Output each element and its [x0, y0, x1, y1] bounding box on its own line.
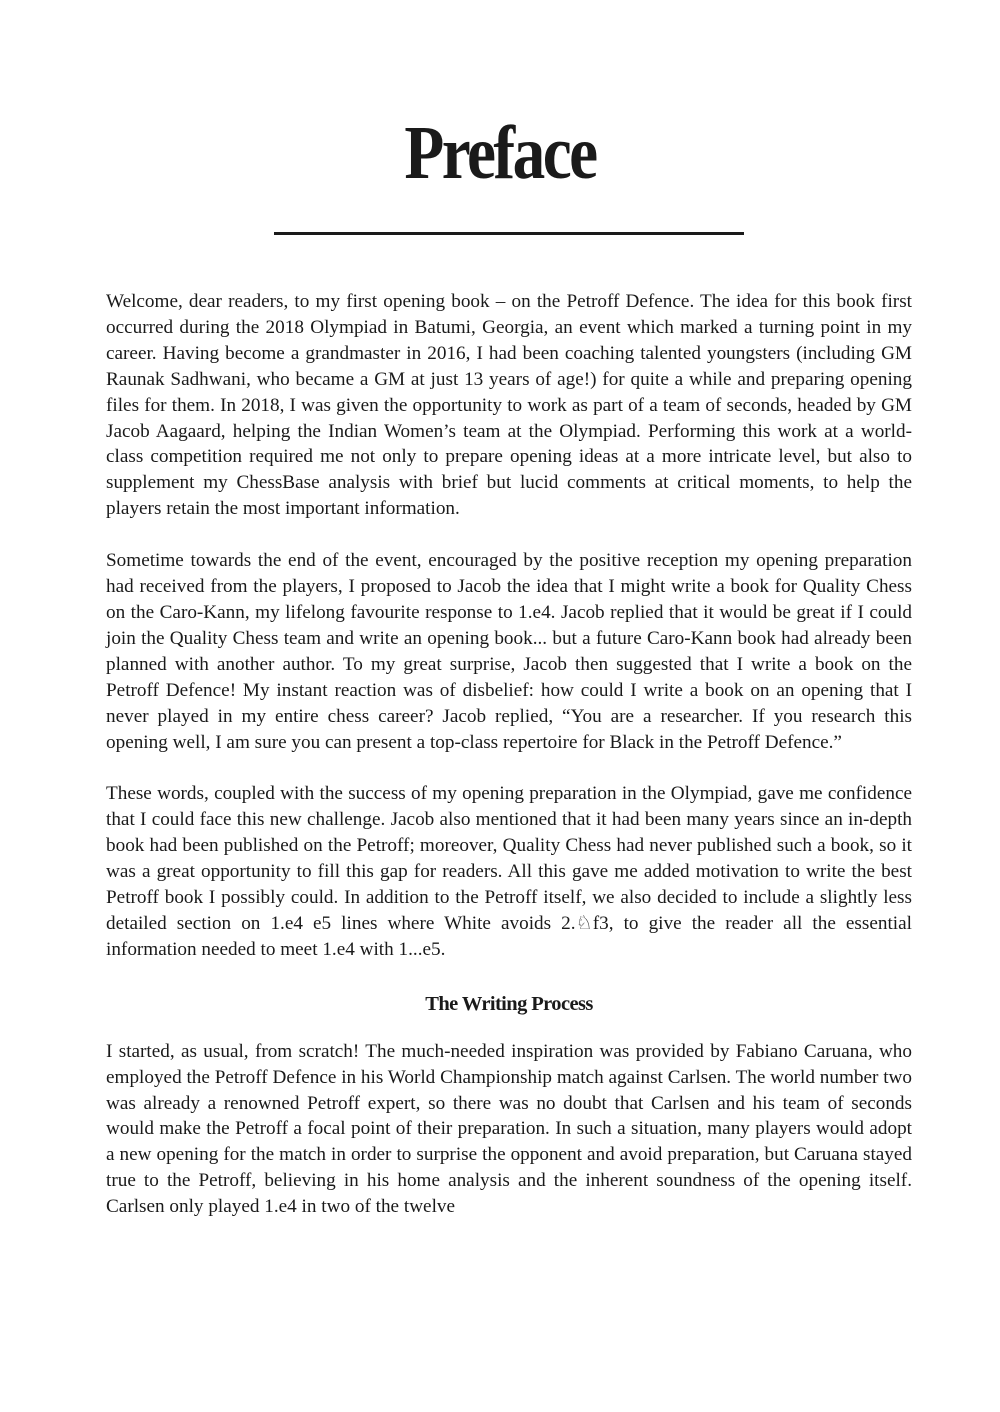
paragraph-motivation: These words, coupled with the success of my opening preparation in the Olympiad, gave me confidence that I could face this new challenge. Jacob also mentioned that it had been many years since an in-depth book had been published on the Petroff; moreover, Quality Chess had never published such a book, so it was a great opportunity to fill this gap for readers. All this gave me added motivation to write the best Petroff book I possibly could. In addition to the Petroff itself, we also decided to include a slightly less detailed section on 1.e4 e5 lines where White avoids 2.♘f3, to give the reader all the essential information needed to meet 1.e4 with 1...e5. — [106, 783, 912, 960]
title-divider — [274, 232, 744, 235]
paragraph-intro: Welcome, dear readers, to my first opening book – on the Petroff Defence. The idea for this book first occurred during the 2018 Olympiad in Batumi, Georgia, an event which marked a turning point in my career. Having become a grandmaster in 2016, I had been coaching talented youngsters (including GM Raunak Sadhwani, who became a GM at just 13 years of age!) for quite a while and preparing opening files for them. In 2018, I was given the opportunity to work as part of a team of seconds, headed by GM Jacob Aagaard, helping the Indian Women’s team at the Olympiad. Performing this work at a world-class competition required me not only to prepare opening ideas at a more intricate level, but also to supplement my ChessBase analysis with brief but lucid comments at critical moments, to help the players retain the most important information. — [106, 291, 912, 520]
paragraph-proposal: Sometime towards the end of the event, encouraged by the positive reception my opening preparation had received from the players, I proposed to Jacob the idea that I might write a book for Quality Chess on the Caro-Kann, my lifelong favourite response to 1.e4. Jacob replied that it would be great if I could join the Quality Chess team and write an opening book... but a future Caro-Kann book had already been planned with another author. To my great surprise, Jacob then suggested that I write a book on the Petroff Defence! My instant reaction was of disbelief: how could I write a book on an opening that I never played in my entire chess career? Jacob replied, “You are a researcher. If you research this opening well, I am sure you can present a top-class repertoire for Black in the Petroff Defence.” — [106, 550, 912, 753]
section-heading: The Writing Process — [425, 992, 593, 1015]
body-text — [106, 289, 912, 1246]
page-title: Preface — [404, 111, 596, 195]
paragraph-writing-process: I started, as usual, from scratch! The much-needed inspiration was provided by Fabiano Caruana, who employed the Petroff Defence in his World Championship match against Carlsen. The world number two was already a renowned Petroff expert, so there was no doubt that Carlsen and his team of seconds would make the Petroff a focal point of their preparation. In such a situation, many players would adopt a new opening for the match in order to surprise the opponent and avoid preparation, but Caruana stayed true to the Petroff, believing in his home analysis and the inherent soundness of the opening itself. Carlsen only played 1.e4 in two of the twelve — [106, 1040, 912, 1218]
